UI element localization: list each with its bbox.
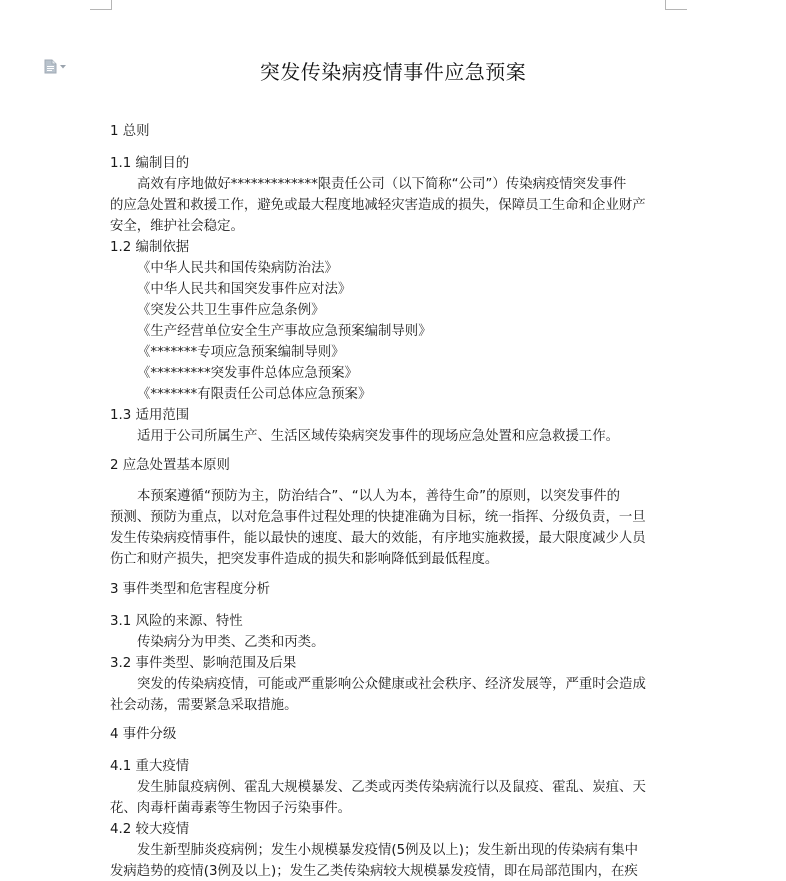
page-corner-mark: [665, 2, 687, 10]
paragraph-line: 《*******有限责任公司总体应急预案》: [137, 387, 372, 402]
document-title: 突发传染病疫情事件应急预案: [259, 60, 527, 84]
paragraph-line: 本预案遵循“预防为主，防治结合”、“以人为本，善待生命”的原则，以突发事件的: [137, 489, 621, 504]
page-corner-mark: [665, 0, 666, 10]
paragraph-line: 社会动荡，需要紧急采取措施。: [110, 698, 298, 713]
paragraph-line: 安全，维护社会稳定。: [110, 219, 244, 234]
paragraph-line: 发生肺鼠疫病例、霍乱大规模暴发、乙类或丙类传染病流行以及鼠疫、霍乱、炭疽、天: [137, 780, 646, 795]
paragraph-line: 伤亡和财产损失，把突发事件造成的损失和影响降低到最低程度。: [110, 552, 499, 567]
section-heading: 1 总则: [110, 124, 150, 139]
paragraph-line: 突发的传染病疫情，可能或严重影响公众健康或社会秩序、经济发展等，严重时会造成: [137, 677, 646, 692]
paragraph-line: 《*********突发事件总体应急预案》: [137, 366, 358, 381]
section-heading: 3 事件类型和危害程度分析: [110, 582, 271, 597]
subsection-heading: 1.2 编制依据: [110, 240, 190, 255]
paragraph-line: 发病趋势的疫情(3例及以上)；发生乙类传染病较大规模暴发疫情，即在局部范围内，在疾: [110, 864, 638, 879]
subsection-heading: 1.3 适用范围: [110, 408, 190, 423]
page-corner-mark: [90, 2, 112, 10]
paragraph-line: 发生新型肺炎疫病例；发生小规模暴发疫情(5例及以上)；发生新出现的传染病有集中: [137, 843, 639, 858]
paragraph-line: 《生产经营单位安全生产事故应急预案编制导则》: [137, 324, 432, 339]
paragraph-line: 传染病分为甲类、乙类和丙类。: [137, 635, 325, 650]
paragraph-line: 《*******专项应急预案编制导则》: [137, 345, 345, 360]
paragraph-line: 《中华人民共和国传染病防治法》: [137, 261, 338, 276]
subsection-heading: 4.1 重大疫情: [110, 759, 190, 774]
paragraph-line: 适用于公司所属生产、生活区域传染病突发事件的现场应急处置和应急救援工作。: [137, 429, 620, 444]
page-corner-mark: [111, 0, 112, 10]
paragraph-line: 的应急处置和救援工作，避免或最大程度地减轻灾害造成的损失，保障员工生命和企业财产: [110, 198, 646, 213]
section-heading: 2 应急处置基本原则: [110, 458, 230, 473]
paragraph-line: 《中华人民共和国突发事件应对法》: [137, 282, 352, 297]
subsection-heading: 4.2 较大疫情: [110, 822, 190, 837]
subsection-heading: 3.2 事件类型、影响范围及后果: [110, 656, 297, 671]
paragraph-line: 花、肉毒杆菌毒素等生物因子污染事件。: [110, 801, 352, 816]
paragraph-line: 预测、预防为重点，以对危急事件过程处理的快捷准确为目标，统一指挥、分级负责，一旦: [110, 510, 646, 525]
paragraph-line: 高效有序地做好*************限责任公司（以下简称“公司”）传染病疫情突发事件: [137, 177, 627, 192]
section-heading: 4 事件分级: [110, 727, 177, 742]
paragraph-line: 发生传染病疫情事件，能以最快的速度、最大的效能，有序地实施救援，最大限度减少人员: [110, 531, 646, 546]
subsection-heading: 1.1 编制目的: [110, 156, 190, 171]
paragraph-line: 《突发公共卫生事件应急条例》: [137, 303, 325, 318]
subsection-heading: 3.1 风险的来源、特性: [110, 614, 243, 629]
